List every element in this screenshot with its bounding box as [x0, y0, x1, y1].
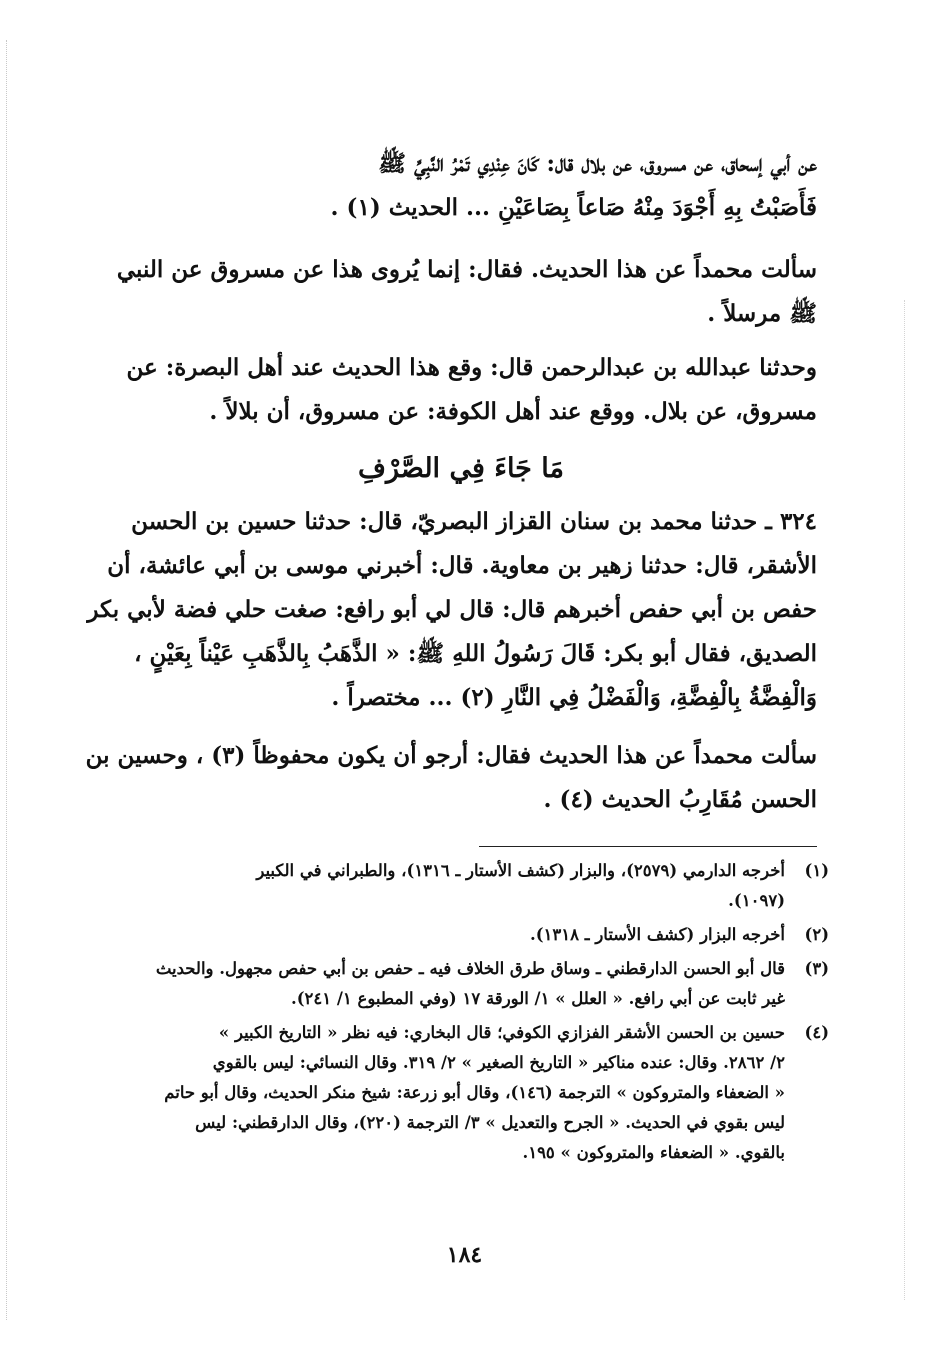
footnote-line: أخرجه الدارمي (٢٥٧٩)، والبزار (كشف الأستار ـ ١٣١٦)، والطبراني في الكبير	[256, 861, 785, 880]
footnote-body	[105, 954, 785, 1014]
footnote-line: ليس بقوي في الحديث. « الجرح والتعديل » ٣/ الترجمة (٢٢٠)، وقال الدارقطني: ليس	[195, 1113, 785, 1132]
footnotes	[105, 856, 829, 1172]
scan-edge-right	[904, 300, 907, 1300]
paragraph-hadith-324	[87, 500, 817, 720]
footnote-line: قال أبو الحسن الدارقطني ـ وساق طرق الخلاف فيه ـ حفص بن أبي حفص مجهول. والحديث	[155, 959, 785, 978]
footnote-number: (٢)	[804, 925, 829, 944]
scan-edge-left	[6, 40, 9, 1320]
footnote-number: (١)	[804, 861, 829, 880]
footnote-line: غير ثابت عن أبي رافع. « العلل » ١/ الورقة ١٧ (وفي المطبوع ١/ ٢٤١).	[290, 989, 785, 1008]
footnote-body	[105, 1018, 785, 1168]
footnote-3	[105, 954, 829, 1014]
section-heading: مَا جَاءَ فِي الصَّرْفِ	[358, 453, 564, 484]
text-line: وَالْفِضَّةُ بِالْفِضَّةِ، وَالْفَضْلُ فِي النَّارِ (٢) ... مختصراً .	[331, 684, 817, 711]
text-line: الصديق، فقال أبو بكر: قَالَ رَسُولُ اللهِ ﷺ: « الذَّهَبُ بِالذَّهَبِ عَيْناً بِعَيْنٍ ،	[134, 640, 817, 667]
text-line: حفص بن أبي حفص أخبرهم قال: قال لي أبو رافع: صغت حلي فضة لأبي بكر	[87, 596, 817, 623]
footnote-line: « الضعفاء والمتروكون » الترجمة (١٤٦)، وقال أبو زرعة: شيخ منكر الحديث، وقال أبو حاتم	[164, 1083, 785, 1102]
text-line: مسروق، عن بلال. ووقع عند أهل الكوفة: عن مسروق، أن بلالاً .	[209, 398, 817, 425]
text-line: الأشقر، قال: حدثنا زهير بن معاوية. قال: أخبرني موسى بن أبي عائشة، أن	[107, 552, 817, 579]
paragraph-question-mahfuz	[85, 734, 817, 822]
footnote-body	[105, 920, 785, 950]
paragraph-question-mursal	[105, 248, 817, 336]
footnote-1	[105, 856, 829, 916]
text-line: ﷺ مرسلاً .	[707, 300, 817, 327]
text-line: عن أبي إسحاق، عن مسروق، عن بلال قال: كَانَ عِنْدِي تَمْرُ النَّبِيِّ ﷺ	[378, 150, 817, 177]
footnote-2	[105, 920, 829, 950]
footnote-number: (٤)	[804, 1023, 829, 1042]
text-line: الحسن مُقَارِبُ الحديث (٤) .	[543, 786, 817, 813]
footnote-line: أخرجه البزار (كشف الأستار ـ ١٣١٨).	[529, 925, 785, 944]
footnote-line: حسين بن الحسن الأشقر الفزازي الكوفي؛ قال البخاري: فيه نظر « التاريخ الكبير »	[218, 1023, 785, 1042]
text-line: سألت محمداً عن هذا الحديث. فقال: إنما يُروى هذا عن مسروق عن النبي	[116, 256, 817, 283]
footnote-line: بالقوي. « الضعفاء والمتروكون » ١٩٥.	[522, 1143, 785, 1162]
text-line: فَأَصَبْتُ بِهِ أَجْوَدَ مِنْهُ صَاعاً بِصَاعَيْنِ ... الحديث (١) .	[330, 194, 817, 221]
footnote-body	[105, 856, 785, 916]
footnote-number: (٣)	[804, 959, 829, 978]
footnote-line: (١٠٩٧).	[728, 891, 785, 910]
paragraph-basra-kufa	[105, 346, 817, 434]
footnote-divider	[479, 846, 817, 847]
page-number: ١٨٤	[446, 1242, 483, 1268]
text-line: ٣٢٤ ـ حدثنا محمد بن سنان القزاز البصريّ، قال: حدثنا حسين بن الحسن	[131, 508, 817, 535]
paragraph-hadith-bilal	[105, 142, 817, 230]
footnote-4	[105, 1018, 829, 1168]
text-line: وحدثنا عبدالله بن عبدالرحمن قال: وقع هذا الحديث عند أهل البصرة: عن	[126, 354, 817, 381]
footnote-line: ٢/ ٢٨٦٢. وقال: عنده مناكير « التاريخ الصغير » ٢/ ٣١٩. وقال النسائي: ليس بالقوي	[212, 1053, 785, 1072]
text-line: سألت محمداً عن هذا الحديث فقال: أرجو أن يكون محفوظاً (٣) ، وحسين بن	[85, 742, 817, 769]
